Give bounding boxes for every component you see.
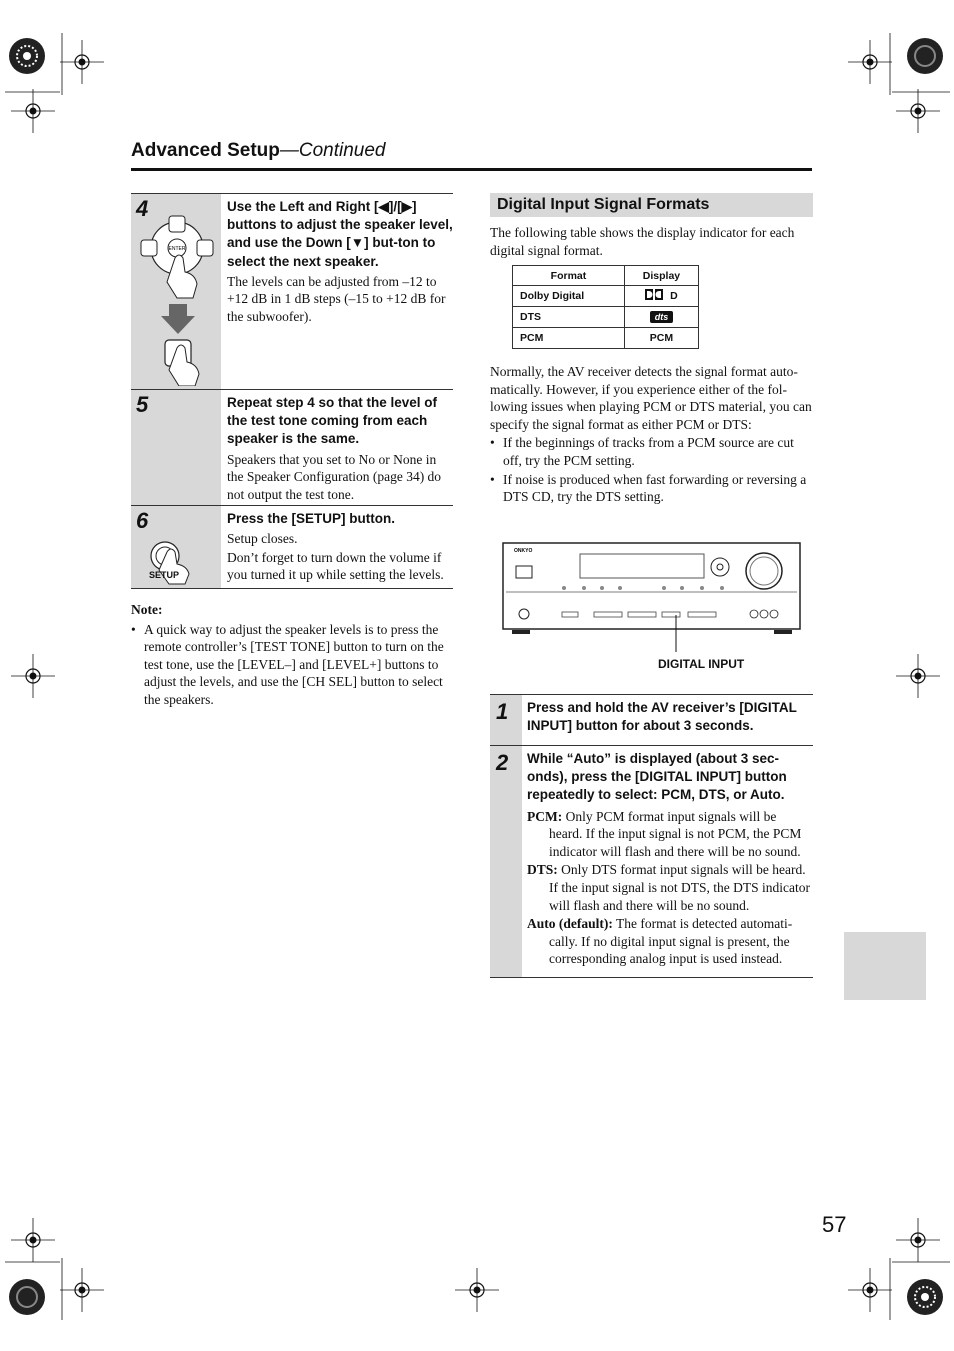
note: [131, 601, 453, 709]
table-header-cell: Format: [513, 266, 625, 286]
step-number: 4: [136, 196, 149, 221]
step-instruction: Press and hold the AV receiver’s [DIGITAL INPUT] button for about 3 seconds.: [527, 700, 797, 734]
page-title: Advanced Setup—Continued: [131, 140, 386, 161]
receiver-step-1: [490, 694, 813, 745]
section-paragraph: Normally, the AV receiver detects the signal format auto-matically. However, if you experience either of the fol-lowing issues when playing PCM or DTS material, you can specify the signal format as either PCM or DTS:: [490, 364, 812, 432]
step-gutter: [490, 695, 522, 745]
receiver-step-2: [490, 745, 813, 978]
page-number: 57: [822, 1212, 847, 1237]
step-detail: Speakers that you set to No or None in the Speaker Configuration (page 34) do not output the test tone.: [227, 451, 442, 502]
format-table: [512, 265, 699, 349]
table-header-row: [513, 266, 699, 286]
table-header-cell: Display: [624, 266, 698, 286]
step-6: [131, 505, 453, 589]
setup-button-label: SETUP: [149, 570, 180, 580]
note-text: • A quick way to adjust the speaker levels is to press the remote controller’s [TEST TONE] button to turn on the test tone, use the [LEVEL–] and [LEVEL+] buttons to adjust the levels, and use the [CH SEL] button to select the speakers.: [131, 621, 453, 709]
step-instruction: While “Auto” is displayed (about 3 sec-onds), press the [DIGITAL INPUT] button repeatedly to select: PCM, DTS, or Auto.: [527, 751, 787, 803]
table-row: [513, 307, 699, 328]
display-cell: PCM: [624, 328, 698, 349]
bullet-item: • If the beginnings of tracks from a PCM source are cut off, try the PCM setting.: [490, 434, 813, 469]
format-cell: DTS: [513, 307, 625, 328]
digital-input-callout: DIGITAL INPUT: [658, 657, 745, 671]
dts-logo-icon: dts: [650, 311, 674, 323]
display-cell: [624, 307, 698, 328]
receiver-front-panel-illustration: [502, 542, 802, 657]
step-number: 2: [496, 750, 509, 775]
section-title: Digital Input Signal Formats: [497, 196, 710, 213]
step-detail: Setup closes.: [227, 531, 298, 547]
option-pcm: PCM: Only PCM format input signals will be heard. If the input signal is not PCM, the PCM indicator will flash and there will be no sound.: [527, 808, 802, 859]
step-number: 5: [136, 392, 149, 417]
step-instruction: Repeat step 4 so that the level of the test tone coming from each speaker is the same.: [227, 395, 438, 447]
section-intro: The following table shows the display indicator for each digital signal format.: [490, 225, 795, 258]
svg-text:ENTER: ENTER: [168, 246, 186, 252]
dolby-digital-icon: [645, 289, 663, 303]
step-detail-2: Don’t forget to turn down the volume if you turned it up while setting the levels.: [227, 549, 444, 583]
step-instruction: Use the Left and Right [◀]/[▶] buttons to adjust the speaker level, and use the Down [▼] but-ton to select the next speaker.: [227, 199, 453, 269]
bullet-item: • If noise is produced when fast forwarding or reversing a DTS CD, try the DTS setting.: [490, 471, 813, 506]
step-gutter: [490, 746, 522, 977]
side-tab: [844, 932, 926, 1000]
remote-dpad-hand-icon: [135, 208, 221, 386]
format-cell: Dolby Digital: [513, 286, 625, 307]
step-detail: The levels can be adjusted from –12 to +12 dB in 1 dB steps (–15 to +12 dB for the subwoofer).: [227, 273, 446, 324]
step-4: [131, 193, 453, 390]
table-row: [513, 286, 699, 307]
note-heading: Note:: [131, 602, 163, 617]
option-auto: Auto (default): The format is detected automati-cally. If no digital input signal is present, the corresponding analog input is used instead.: [527, 916, 793, 967]
page-header: [131, 140, 812, 171]
step-gutter: [131, 194, 221, 390]
section-body: [490, 363, 813, 506]
receiver-brand: ONKYO: [514, 548, 533, 554]
step-number: 1: [496, 699, 509, 724]
table-row: [513, 328, 699, 349]
step-number: 6: [136, 508, 149, 533]
step-5: [131, 389, 453, 506]
display-text: D: [670, 289, 678, 302]
format-cell: PCM: [513, 328, 625, 349]
option-dts: DTS: Only DTS format input signals will be heard. If the input signal is not DTS, the DTS indicator will flash and there will be no sound.: [527, 862, 810, 913]
step-instruction: Press the [SETUP] button.: [227, 511, 396, 526]
step-gutter: [131, 506, 221, 588]
display-cell: [624, 286, 698, 307]
step-gutter: [131, 390, 221, 506]
section-heading-bar: [490, 193, 813, 217]
